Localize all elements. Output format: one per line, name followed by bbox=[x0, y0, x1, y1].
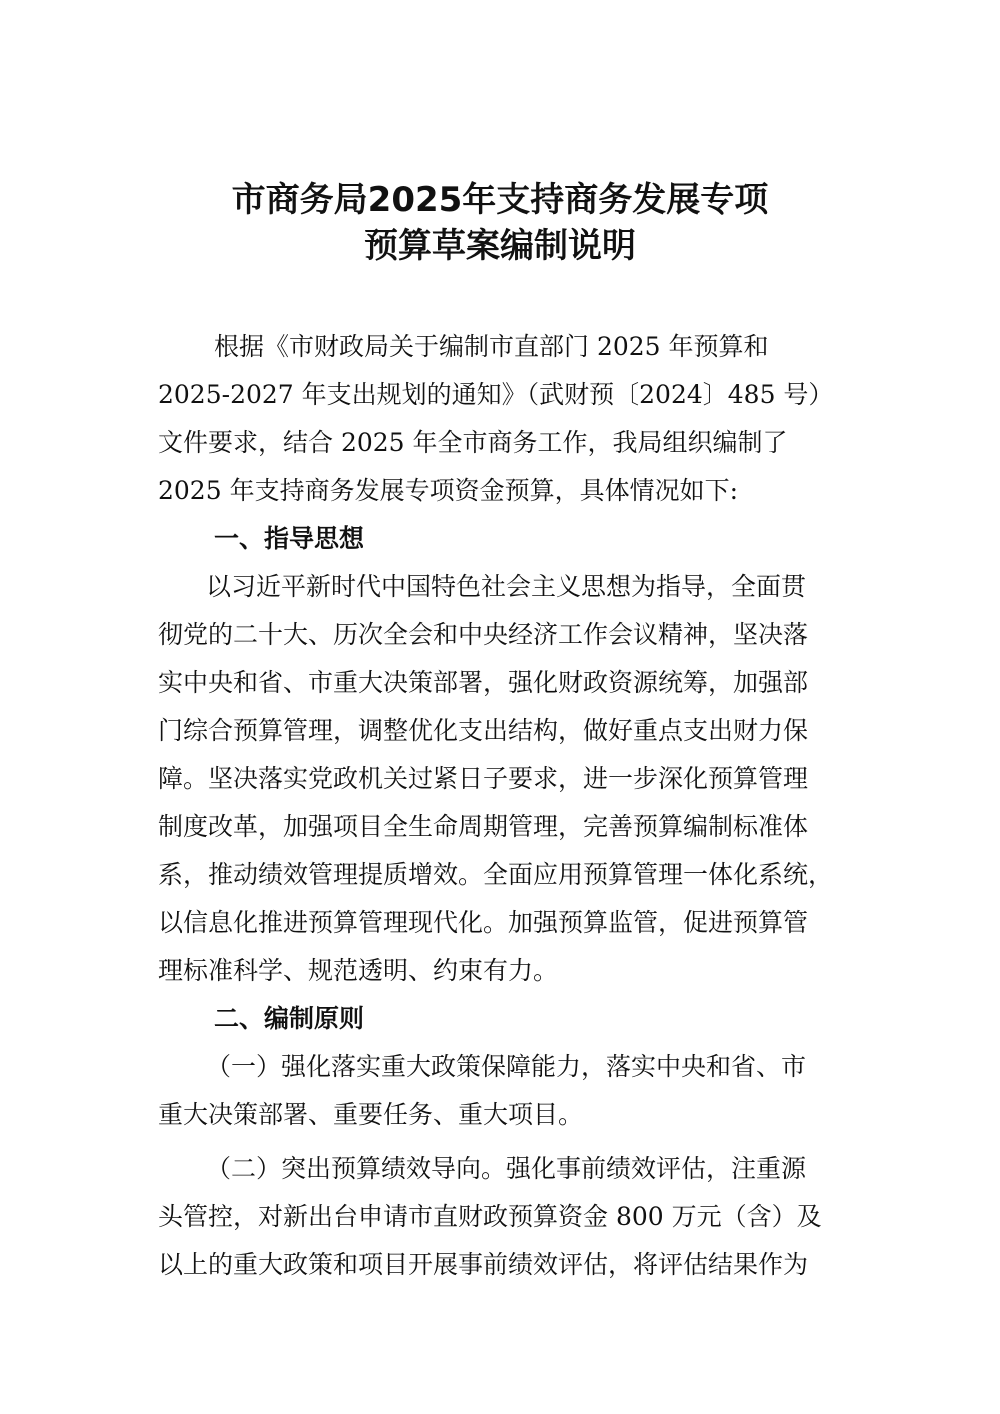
section1-text: 制度改革，加强项目全生命周期管理，完善预算编制标准体 bbox=[158, 812, 809, 841]
intro-text: 2025 年支持商务发展专项资金预算，具体情况如下: bbox=[158, 476, 738, 505]
section1-text: 以习近平新时代中国特色社会主义思想为指导，全面贯 bbox=[206, 572, 807, 601]
intro-text: 根据《市财政局关于编制市直部门 2025 年预算和 bbox=[214, 332, 769, 361]
document-title-line-1: 市商务局2025年支持商务发展专项 bbox=[231, 180, 769, 220]
section2-item2-text: 以上的重大政策和项目开展事前绩效评估，将评估结果作为 bbox=[158, 1250, 809, 1279]
document-title-line-2: 预算草案编制说明 bbox=[364, 226, 636, 266]
section1-text: 以信息化推进预算管理现代化。加强预算监管，促进预算管 bbox=[158, 908, 809, 937]
section1-heading: 一、指导思想 bbox=[214, 524, 365, 553]
section1-text: 理标准科学、规范透明、约束有力。 bbox=[158, 956, 559, 985]
section1-text: 彻党的二十大、历次全会和中央经济工作会议精神，坚决落 bbox=[158, 620, 809, 649]
section2-item1-text: 重大决策部署、重要任务、重大项目。 bbox=[158, 1100, 584, 1129]
section2-item2-text: 头管控，对新出台申请市直财政预算资金 800 万元（含）及 bbox=[158, 1202, 822, 1231]
section1-text: 实中央和省、市重大决策部署，强化财政资源统筹，加强部 bbox=[158, 668, 809, 697]
section2-heading: 二、编制原则 bbox=[214, 1004, 365, 1033]
section2-item1-text: （一）强化落实重大政策保障能力，落实中央和省、市 bbox=[206, 1052, 807, 1081]
intro-text: 2025-2027 年支出规划的通知》（武财预〔2024〕485 号） bbox=[158, 380, 834, 409]
section1-text: 系，推动绩效管理提质增效。全面应用预算管理一体化系统， bbox=[158, 860, 834, 889]
section1-text: 障。坚决落实党政机关过紧日子要求，进一步深化预算管理 bbox=[158, 764, 809, 793]
section1-text: 门综合预算管理，调整优化支出结构，做好重点支出财力保 bbox=[158, 716, 809, 745]
intro-text: 文件要求，结合 2025 年全市商务工作，我局组织编制了 bbox=[158, 428, 788, 457]
section2-item2-text: （二）突出预算绩效导向。强化事前绩效评估，注重源 bbox=[206, 1154, 807, 1183]
